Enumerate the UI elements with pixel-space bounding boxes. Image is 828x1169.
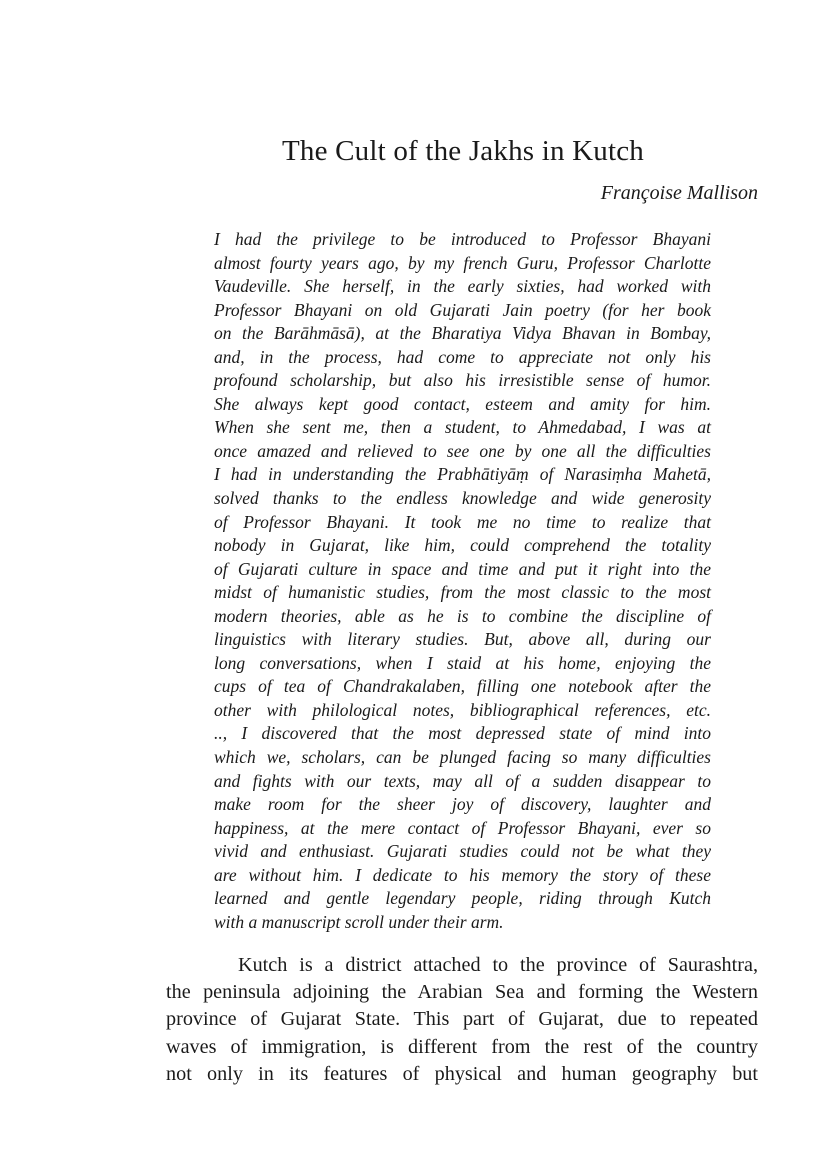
dedication-line: which we, scholars, can be plunged facing so many difficulties	[214, 747, 711, 768]
dedication-line: She always kept good contact, esteem and amity for him.	[214, 393, 711, 414]
body-line: Kutch is a district attached to the province of Saurashtra,	[238, 954, 758, 976]
dedication-line: are without him. I dedicate to his memory the story of these	[214, 864, 711, 885]
dedication-line: happiness, at the mere contact of Professor Bhayani, ever so	[214, 817, 711, 838]
dedication-line: cups of tea of Chandrakalaben, filling one notebook after the	[214, 676, 711, 697]
dedication-line: vivid and enthusiast. Gujarati studies could not be what they	[214, 841, 711, 862]
body-paragraph	[166, 952, 758, 1088]
dedication-line: Professor Bhayani on old Gujarati Jain poetry (for her book	[214, 299, 711, 320]
dedication-line: solved thanks to the endless knowledge and wide generosity	[214, 488, 711, 509]
dedication-line: modern theories, able as he is to combine the discipline of	[214, 605, 711, 626]
dedication-line: on the Barāhmāsā), at the Bharatiya Vidya Bhavan in Bombay,	[214, 323, 711, 344]
dedication-line: I had the privilege to be introduced to Professor Bhayani	[214, 229, 711, 249]
dedication-line: make room for the sheer joy of discovery, laughter and	[214, 794, 711, 815]
dedication-line: long conversations, when I staid at his home, enjoying the	[214, 652, 711, 673]
body-line: province of Gujarat State. This part of Gujarat, due to repeated	[166, 1008, 758, 1031]
dedication-line: and, in the process, had come to appreciate not only his	[214, 346, 711, 367]
dedication-line: once amazed and relieved to see one by one all the difficulties	[214, 440, 711, 461]
dedication-line: When she sent me, then a student, to Ahmedabad, I was at	[214, 417, 711, 438]
dedication-line: linguistics with literary studies. But, above all, during our	[214, 629, 711, 650]
dedication-line: other with philological notes, bibliographical references, etc.	[214, 699, 711, 720]
dedication-line: of Professor Bhayani. It took me no time to realize that	[214, 511, 711, 532]
dedication-line: learned and gentle legendary people, riding through Kutch	[214, 888, 711, 909]
dedication-paragraph	[214, 228, 711, 934]
dedication-line: with a manuscript scroll under their arm.	[214, 911, 504, 932]
body-line: waves of immigration, is different from the rest of the country	[166, 1035, 758, 1058]
dedication-line: I had in understanding the Prabhātiyāṃ of Narasiṃha Mahetā,	[214, 464, 711, 485]
dedication-line: midst of humanistic studies, from the most classic to the most	[214, 582, 711, 603]
dedication-line: profound scholarship, but also his irresistible sense of humor.	[214, 370, 711, 391]
author-name: Françoise Mallison	[600, 182, 758, 204]
dedication-line: Vaudeville. She herself, in the early sixties, had worked with	[214, 276, 711, 297]
dedication-line: almost fourty years ago, by my french Guru, Professor Charlotte	[214, 252, 711, 273]
page-title: The Cult of the Jakhs in Kutch	[281, 135, 644, 167]
body-line: not only in its features of physical and human geography but	[166, 1062, 758, 1085]
dedication-line: nobody in Gujarat, like him, could comprehend the totality	[214, 535, 711, 556]
body-line: the peninsula adjoining the Arabian Sea and forming the Western	[166, 981, 758, 1004]
dedication-line: of Gujarati culture in space and time and put it right into the	[214, 558, 711, 579]
dedication-line: and fights with our texts, may all of a sudden disappear to	[214, 770, 711, 791]
dedication-line: .., I discovered that the most depressed state of mind into	[214, 723, 711, 744]
